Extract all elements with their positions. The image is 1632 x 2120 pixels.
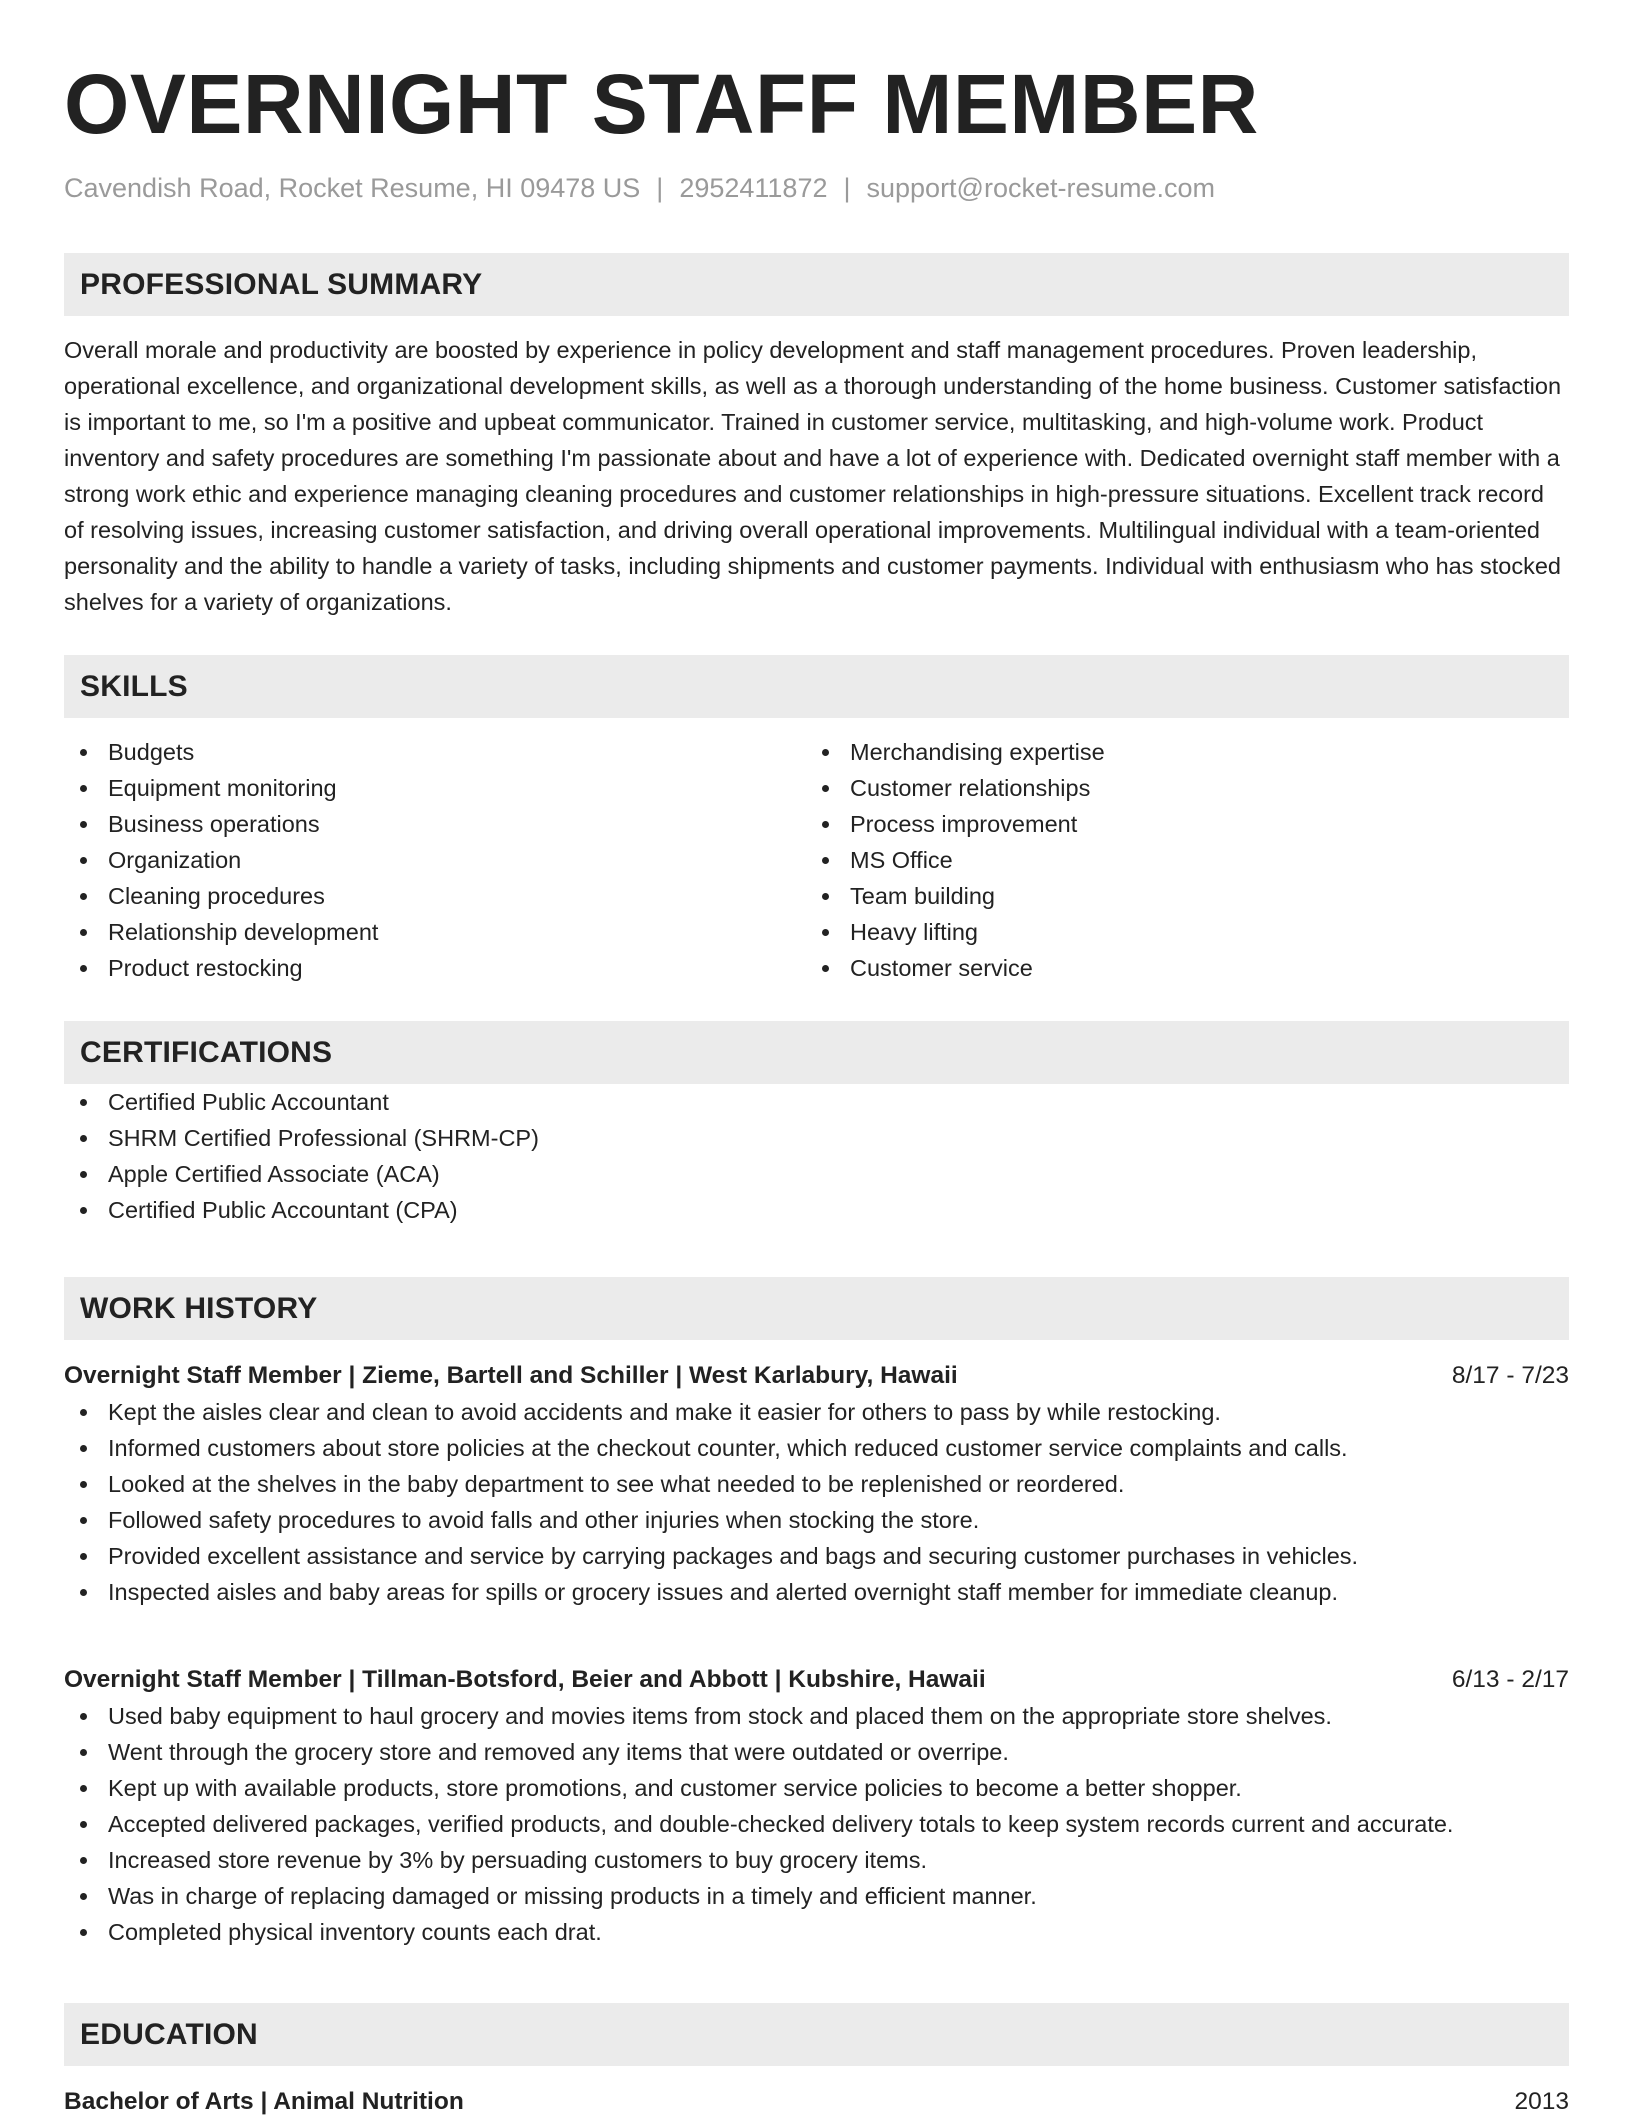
resume-page — [64, 0, 1569, 2115]
job-bullet: Kept up with available products, store promotions, and customer service policies to become a better shopper. — [64, 1770, 1569, 1806]
job-header — [64, 1662, 1569, 1698]
education-year: 2013 — [1514, 2088, 1569, 2115]
skill-item: Organization — [64, 842, 806, 878]
contact-separator: | — [843, 173, 851, 203]
summary-heading: PROFESSIONAL SUMMARY — [80, 267, 483, 301]
skill-item: Heavy lifting — [806, 914, 1548, 950]
job-bullet: Increased store revenue by 3% by persuading customers to buy grocery items. — [64, 1842, 1569, 1878]
certifications-header — [64, 1021, 1569, 1084]
skill-item: Process improvement — [806, 806, 1548, 842]
education-degree: Bachelor of Arts | Animal Nutrition — [64, 2088, 464, 2115]
skills-grid — [64, 734, 1569, 986]
education-section — [64, 2003, 1569, 2066]
job-bullet: Kept the aisles clear and clean to avoid accidents and make it easier for others to pass by while restocking. — [64, 1394, 1569, 1430]
skill-item: Equipment monitoring — [64, 770, 806, 806]
certification-item: Apple Certified Associate (ACA) — [64, 1156, 1569, 1192]
job-dates: 6/13 - 2/17 — [1451, 1666, 1569, 1693]
job-bullet: Accepted delivered packages, verified products, and double-checked delivery totals to keep system records current and accurate. — [64, 1806, 1569, 1842]
skills-list-right — [806, 734, 1548, 986]
contact-address: Cavendish Road, Rocket Resume, HI 09478 US — [64, 173, 641, 203]
skills-section — [64, 655, 1569, 986]
certifications-list — [64, 1084, 1569, 1228]
work-history-heading: WORK HISTORY — [80, 1291, 318, 1325]
summary-section — [64, 253, 1569, 620]
skill-item: Business operations — [64, 806, 806, 842]
job-bullet: Informed customers about store policies at the checkout counter, which reduced customer service complaints and calls. — [64, 1430, 1569, 1466]
skill-item: Product restocking — [64, 950, 806, 986]
skills-heading: SKILLS — [80, 669, 188, 703]
job-bullet: Went through the grocery store and removed any items that were outdated or overripe. — [64, 1734, 1569, 1770]
certification-item: SHRM Certified Professional (SHRM-CP) — [64, 1120, 1569, 1156]
certifications-section — [64, 1021, 1569, 1228]
summary-header — [64, 253, 1569, 316]
contact-phone: 2952411872 — [679, 173, 828, 203]
job-bullet: Used baby equipment to haul grocery and movies items from stock and placed them on the appropriate store shelves. — [64, 1698, 1569, 1734]
skill-item: Team building — [806, 878, 1548, 914]
work-history-header — [64, 1277, 1569, 1340]
summary-text: Overall morale and productivity are boosted by experience in policy development and staff management procedures. Proven leadership, operational excellence, and organizational development skills, as well as a thorough understanding of the home business. Customer satisfaction is important to me, so I'm a positive and upbeat communicator. Trained in customer service, multitasking, and high-volume work. Product inventory and safety procedures are something I'm passionate about and have a lot of experience with. Dedicated overnight staff member with a strong work ethic and experience managing cleaning procedures and customer relationships in high-pressure situations. Excellent track record of resolving issues, increasing customer satisfaction, and driving overall operational improvements. Multilingual individual with a team-oriented personality and the ability to handle a variety of tasks, including shipments and customer payments. Individual with enthusiasm who has stocked shelves for a variety of organizations. — [64, 337, 1562, 615]
skills-header — [64, 655, 1569, 718]
job-entry — [64, 1358, 1569, 1610]
job-title: Overnight Staff Member | Tillman-Botsford, Beier and Abbott | Kubshire, Hawaii — [64, 1666, 986, 1693]
education-entry — [64, 2084, 1569, 2120]
education-heading: EDUCATION — [80, 2017, 258, 2051]
skill-item: Customer relationships — [806, 770, 1548, 806]
education-header — [64, 2003, 1569, 2066]
contact-separator: | — [656, 173, 664, 203]
skill-item: Relationship development — [64, 914, 806, 950]
skill-item: Budgets — [64, 734, 806, 770]
job-bullet: Completed physical inventory counts each drat. — [64, 1914, 1569, 1950]
job-bullets — [64, 1698, 1569, 1950]
resume-name: OVERNIGHT STAFF MEMBER — [64, 57, 1259, 151]
job-bullet: Was in charge of replacing damaged or missing products in a timely and efficient manner. — [64, 1878, 1569, 1914]
job-bullet: Followed safety procedures to avoid falls and other injuries when stocking the store. — [64, 1502, 1569, 1538]
skill-item: Merchandising expertise — [806, 734, 1548, 770]
job-bullet: Provided excellent assistance and service by carrying packages and bags and securing customer purchases in vehicles. — [64, 1538, 1569, 1574]
skills-list-left — [64, 734, 806, 986]
job-title: Overnight Staff Member | Zieme, Bartell and Schiller | West Karlabury, Hawaii — [64, 1362, 958, 1389]
certifications-heading: CERTIFICATIONS — [80, 1035, 333, 1069]
certification-item: Certified Public Accountant (CPA) — [64, 1192, 1569, 1228]
contact-line — [64, 170, 1569, 206]
job-header — [64, 1358, 1569, 1394]
skill-item: Customer service — [806, 950, 1548, 986]
job-bullets — [64, 1394, 1569, 1610]
certification-item: Certified Public Accountant — [64, 1084, 1569, 1120]
work-history-section — [64, 1277, 1569, 1340]
job-dates: 8/17 - 7/23 — [1451, 1362, 1569, 1389]
skill-item: Cleaning procedures — [64, 878, 806, 914]
job-bullet: Looked at the shelves in the baby department to see what needed to be replenished or reordered. — [64, 1466, 1569, 1502]
skill-item: MS Office — [806, 842, 1548, 878]
contact-email[interactable]: support@rocket-resume.com — [866, 173, 1216, 203]
job-bullet: Inspected aisles and baby areas for spills or grocery issues and alerted overnight staff member for immediate cleanup. — [64, 1574, 1569, 1610]
job-entry — [64, 1662, 1569, 1950]
